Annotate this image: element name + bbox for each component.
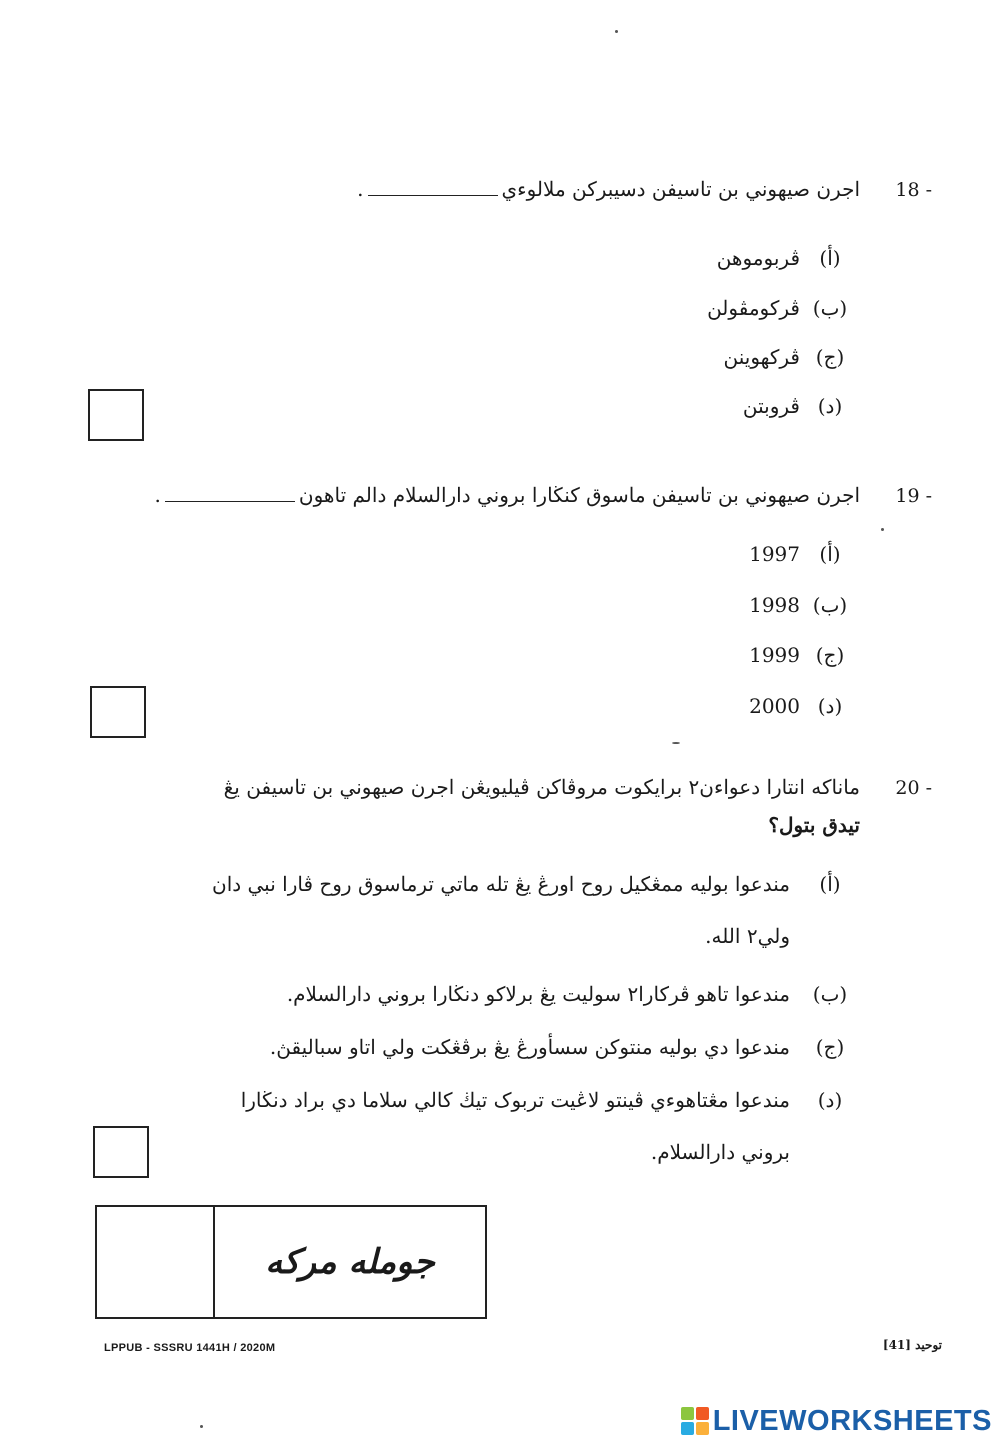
answer-blank — [368, 175, 498, 196]
total-marks-cell[interactable] — [97, 1207, 215, 1317]
option-label: (ب) — [812, 593, 848, 617]
total-marks-box — [95, 1205, 487, 1319]
answer-box-20[interactable] — [93, 1126, 149, 1178]
option-text: مندعوا بوليه ممڠکيل روح اورڠ يڠ تله ماتي ترماسوق روح ڤارا نبي دان — [212, 872, 790, 896]
scan-speck — [615, 30, 618, 33]
option-label: (د) — [817, 394, 843, 418]
question-text: اجرن صيهوني بن تاسيفن ماسوق کنڬارا بروني دارالسلام دالم تاهون — [298, 483, 860, 507]
option-text: 1999 — [749, 643, 800, 667]
scan-speck — [672, 742, 680, 744]
option-label: (أ) — [819, 872, 841, 896]
footer-code: LPPUB - SSSRU 1441H / 2020M — [104, 1342, 276, 1354]
answer-blank — [165, 481, 295, 502]
option-label: (أ) — [819, 542, 841, 566]
option-label: (د) — [817, 694, 843, 718]
option-c[interactable] — [100, 1021, 860, 1073]
option-label: (ب) — [812, 982, 848, 1006]
option-d[interactable] — [743, 394, 860, 418]
question-number: 18 - — [895, 179, 932, 201]
scan-speck — [881, 528, 884, 531]
option-a[interactable] — [100, 858, 860, 962]
option-text: ڤرکهوينن — [723, 345, 800, 369]
question-number: 19 - — [895, 485, 932, 507]
option-b[interactable] — [100, 968, 860, 1020]
option-c[interactable] — [749, 643, 860, 667]
option-c[interactable] — [724, 345, 861, 369]
option-text-line-2: بروني دارالسلام. — [650, 1140, 790, 1164]
scan-speck — [200, 1425, 203, 1428]
option-text: مندعوا مڠتاهوءي ڤينتو لاڠيت تربوک تيڬ کالي سلاما دي براد دنڬارا — [240, 1088, 790, 1112]
footer-page: توحيد [41] — [882, 1338, 942, 1352]
option-label: (ج) — [815, 643, 845, 667]
option-d[interactable] — [749, 694, 860, 718]
option-text: 2000 — [749, 694, 800, 718]
brand-logo-icon — [681, 1407, 709, 1435]
question-20-line-2: تيدق بتول؟ — [768, 813, 860, 837]
answer-box-18[interactable] — [88, 389, 144, 441]
option-text: 1997 — [749, 542, 800, 566]
option-text: مندعوا دي بوليه منتوکن سسأورڠ يڠ برڤڠکت ولي اتاو سباليقڽ. — [269, 1035, 790, 1059]
option-a[interactable] — [717, 246, 860, 270]
option-a[interactable] — [749, 542, 860, 566]
option-b[interactable] — [749, 593, 860, 617]
option-label: (ج) — [815, 1035, 845, 1059]
brand-name: LIVEWORKSHEETS — [712, 1404, 992, 1437]
question-20 — [72, 770, 932, 805]
option-text: ڤروبتن — [742, 394, 800, 418]
option-d[interactable] — [100, 1074, 860, 1178]
option-label: (أ) — [819, 246, 841, 270]
question-text: ماناکه انتارا دعواءن٢ برايکوت مروڤاکن ڤيليويڠن اجرن صيهوني بن تاسيفن يڠ — [223, 775, 860, 799]
option-label: (د) — [817, 1088, 843, 1112]
option-text: ڤرکومڤولن — [707, 296, 800, 320]
option-text: مندعوا تاهو ڤرکارا٢ سوليت يڠ برلاکو دنڬارا بروني دارالسلام. — [286, 982, 790, 1006]
option-text-line-2: ولي٢ الله. — [705, 924, 790, 948]
option-text: 1998 — [749, 593, 800, 617]
option-text: ڤربوموهن — [716, 246, 800, 270]
logo-square — [681, 1422, 694, 1435]
question-18: 18 -اجرن صيهوني بن تاسيفن دسيبرکن ملالوءي. — [72, 172, 932, 207]
answer-box-19[interactable] — [90, 686, 146, 738]
question-19: 19 -اجرن صيهوني بن تاسيفن ماسوق کنڬارا بروني دارالسلام دالم تاهون. — [72, 478, 932, 513]
logo-square — [696, 1407, 709, 1420]
liveworksheets-logo — [681, 1404, 992, 1438]
question-number: 20 - — [895, 777, 932, 799]
option-label: (ب) — [812, 296, 848, 320]
question-text: اجرن صيهوني بن تاسيفن دسيبرکن ملالوءي — [501, 177, 860, 201]
total-marks-label: جوملە مرکە — [265, 1242, 435, 1282]
logo-square — [681, 1407, 694, 1420]
logo-square — [696, 1422, 709, 1435]
option-b[interactable] — [707, 296, 860, 320]
option-label: (ج) — [815, 345, 845, 369]
